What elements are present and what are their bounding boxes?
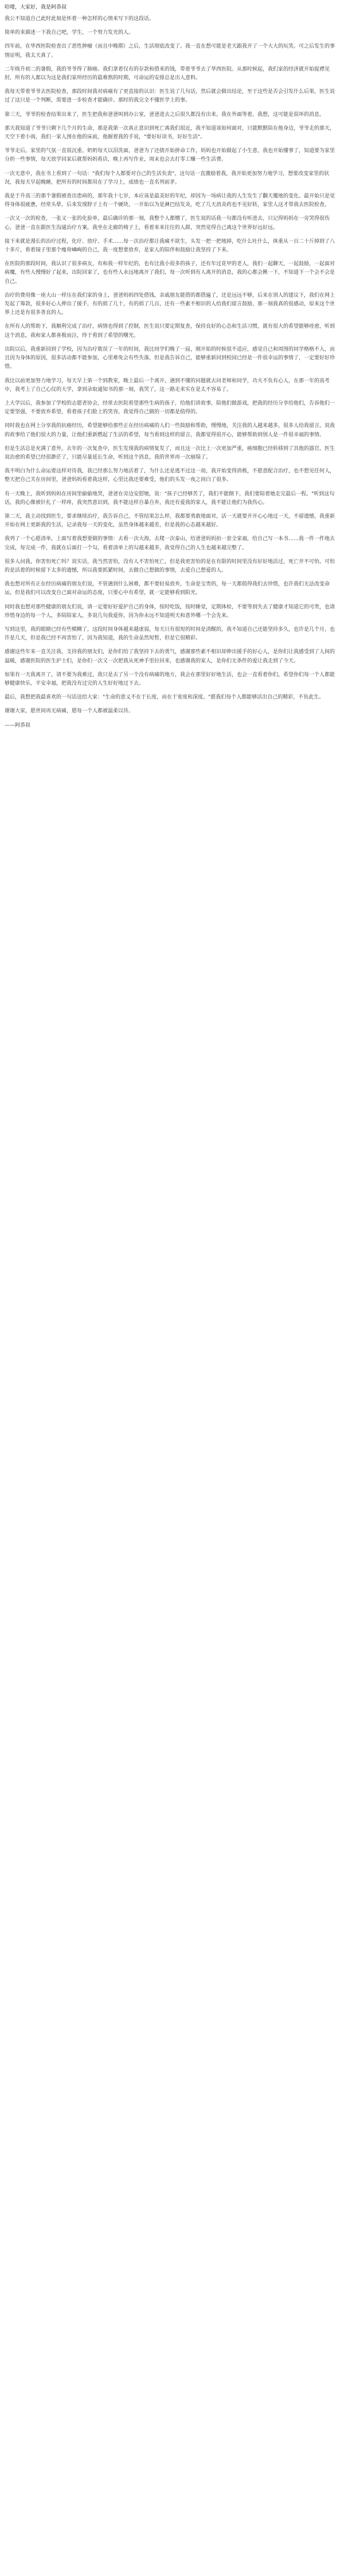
- article-paragraph: 上大学以后，我参加了学校的志愿者协会，经常去医院看望那些生病的孩子，给他们讲故事，陪他们做游戏，把我的经历分享给他们，告诉他们一定要坚强，不要放弃希望，看着孩子们脸上的笑容，我觉得自己做的一切都是值得的。: [5, 400, 335, 416]
- article-paragraph: ——阿恭叔: [5, 722, 31, 728]
- article-paragraph: 爷爷走后，家里的气氛一直很沉重。奶奶每天以泪洗面，爸爸为了还债开始拼命工作，妈妈也开始做起了小生意，我也开始懂事了，知道要为家里分担一些事情，每天放学回家后就帮妈妈看店，晚上再写作业，周末也会去打零工赚一些生活费。: [5, 148, 335, 163]
- article-paragraph: 在所有人的帮助下，我顺利完成了治疗，病情也得到了控制，医生说只要定期复查，保持良好的心态和生活习惯，就有很大的希望能够痊愈，听到这个消息，我和家人都喜极而泣，终于看到了希望的曙光。: [5, 324, 335, 339]
- article-paragraph: 我是于升高三的那个暑假被查出患病的，那年我十七岁，本应该是最美好的年纪，却因为一场病让我的人生发生了翻天覆地的变化。最开始只是觉得身体很疲惫，经常头晕，后来发现脖子上有一个硬块，一开始以为是淋巴结发炎，吃了几天消炎药也不见好转，家里人这才带我去医院检查。: [5, 193, 335, 208]
- article-paragraph: 写到这里，我的眼睛已经有些模糊了，这段时间身体越来越虚弱，每天只有很短的时间是清醒的，我不知道自己还能坚持多久，也许是几个月，也许是几天，但是我已经不再害怕了，因为我知道，我的生命虽然短暂，但是它很精彩。: [5, 626, 335, 642]
- article-paragraph: 如果有一天我离开了，请不要为我难过，我只是去了另一个没有病痛的地方，我会在那里好好地生活，也会一直看着你们，希望你们每一个人都能够健康快乐，平安幸福，把我没有过完的人生好好地过下去。: [5, 672, 335, 686]
- article-header: 哈喽，大家好，我是阿恭叔: [5, 5, 67, 10]
- article-paragraph: 四年前，在华西医院检查出了恶性肿瘤（而且中晚期）之后，生活彻底改变了。我一直在想可能是老天跟我开了一个大大的玩笑。可之后发生的事情证明，我太天真了。: [5, 44, 335, 59]
- article-paragraph: 二年级升初二的暑假，我的爷爷得了肺癌。我们拿着仅有的存款和借来的钱，带着爷爷去了华西医院。从那时候起，我们家的经济就开始捉襟见肘，所有的人都以为这是我们家所经历的最难熬的时期，可命运的安排总是出人意料。: [5, 66, 330, 82]
- article-paragraph: 那天我知道了爷爷只剩下几个月的生命，那是我第一次真正意识到死亡离我们很近，我不知道该如何面对，只能默默陪在他身边，爷爷走的那天，天空下着小雨，我们一家人围在他的床前，他握着我的手说，"要好好读书，好好生活"。: [5, 125, 335, 141]
- article-paragraph: 我不明白为什么命运要这样对待我，我已经那么努力地活着了，为什么还是逃不过这一劫，我开始变得消极，不愿意配合治疗，也不想见任何人，整天把自己关在房间里，爸爸妈妈看着我这样，心里比我还要难受，他们的头发一夜之间白了很多。: [5, 468, 335, 483]
- article-paragraph: 同时我也想对那些健康的朋友们说，请一定要好好爱护自己的身体，按时吃饭，按时睡觉，定期体检，不要等到失去了健康才知道它的可贵，也请珍惜身边的每一个人，多陪陪家人，多说几句我爱你，因为你永远不知道明天和意外哪一个会先来。: [5, 604, 335, 619]
- article-paragraph: 我也想对所有正在经历病痛的朋友们说，不管遇到什么困难，都不要轻易放弃，生命是宝贵的，每一天都值得我们去珍惜，也许我们无法改变命运，但是我们可以改变自己面对命运的态度，只要心中有希望，就一定能够看到阳光。: [5, 581, 330, 596]
- article-paragraph: 一次无意中，我在书上看到了一句话："我们每个人都要对自己的生活负责"，这句话一直激励着我，我开始更加努力地学习，想要改变家里的状况，我每天早起晚睡，把所有的时间都用在了学习上，成绩也一直名列前茅。: [5, 170, 330, 185]
- article-paragraph: 在医院的那段时间，我认识了很多病友，有和我一样年纪的，也有比我小很多的孩子，还有年过花甲的老人，我们一起聊天，一起鼓励，一起面对病魔，有些人慢慢好了起来，出院回家了，也有些人永远地离开了我们，每一次听到有人离开的消息，我的心都会揪一下，不知道下一个会不会是自己。: [5, 261, 335, 285]
- article-paragraph: 我比以前更加努力地学习，每天早上第一个到教室，晚上最后一个离开，遇到不懂的问题就去问老师和同学，功夫不负有心人，在那一年的高考中，我考上了自己心仪的大学，拿到录取通知书的那一刻，我哭了，这一路走来实在是太不容易了。: [5, 378, 330, 393]
- article-paragraph: 同时我也在网上分享我的抗癌经历，希望能够给那些正在经历病痛的人们一些鼓励和帮助，慢慢地，关注我的人越来越多，很多人给我留言，说我的故事给了他们很大的力量，让他们重新燃起了生活的希望，每当看到这样的留言，我都觉得很开心，能够帮助到别人是一件很幸福的事情。: [5, 423, 335, 438]
- article-paragraph: 我列了一个心愿清单，上面写着我想要做的事情：去看一次大海，去爬一次泰山，给爸爸妈妈拍一套全家福，给自己写一本书……我一件一件地去完成，每完成一件，我就在后面打一个勾，看着清单上的勾越来越多，我觉得自己的人生也越来越完整了。: [5, 536, 335, 551]
- article-paragraph: 治疗的费用像一座大山一样压在我们家的身上，爸爸妈妈四处借钱，亲戚朋友能借的都借遍了，还是远远不够，后来在别人的建议下，我们在网上发起了筹款，很多好心人伸出了援手，有的捐了几十，有的捐了几百，还有一些素不相识的人给我们留言鼓励，那一刻我真的很感动，原来这个世界上还是有很多善良的人。: [5, 292, 335, 316]
- article-paragraph: 但是生活总是充满了意外，去年的一次复查中，医生发现我的病情复发了，而且这一次比上一次更加严重，癌细胞已经转移到了其他的器官，医生说治愈的希望已经很渺茫了，只能尽量延长生命，听到这个消息，我的世界再一次崩塌了。: [5, 445, 335, 460]
- article-body: [5, 15, 339, 730]
- article-paragraph: 出院以后，我重新回到了学校，因为治疗耽误了一年的时间，我比同学们晚了一届，刚开始的时候很不适应，感觉自己和周围的同学格格不入，而且因为身体的原因，很多活动都不能参加，心里难免会有些失落，但是我告诉自己，能够重新回到校园已经是一件很幸运的事情了，一定要好好珍惜。: [5, 346, 335, 370]
- article-paragraph: 最后，我想把我最喜欢的一句话送给大家："生命的意义不在于长度，而在于宽度和深度。"愿我们每个人都能够活出自己的精彩，不负此生。: [5, 695, 325, 701]
- article-paragraph: 第三天，爷爷的检查结果出来了，医生把我和爸爸叫到办公室，爸爸进去之后很久都没有出来。我在外面等着，我想，这可能是很坏的消息。: [5, 111, 325, 118]
- article-paragraph: 第二天，我主动找到医生，要求继续治疗，我告诉自己，不管结果怎么样，我都要勇敢地面对，活一天就要开开心心地过一天，不留遗憾，我重新开始在网上更新我的生活，记录我每一天的变化，虽然身体越来越差，但是我的心态越来越好。: [5, 513, 335, 529]
- article-paragraph: 接下来就是漫长的治疗过程，化疗、放疗、手术……每一次治疗都让我痛不欲生，头发一把一把地掉，吃什么吐什么，体重从一百二十斤掉到了八十多斤，看着镜子里那个瘦骨嶙峋的自己，我一度想要放弃，是家人的陪伴和鼓励让我坚持了下来。: [5, 238, 335, 254]
- article-paragraph: 感谢这些年来一直关注我、支持我的朋友们，是你们给了我坚持下去的勇气，感谢那些素不相识却伸出援手的好心人，是你们让我感受到了人间的温暖，感谢医院的医生护士们，是你们一次又一次把我从死神手里拉回来，也感谢我的家人，是你们无条件的爱让我走到了今天。: [5, 649, 335, 664]
- article-paragraph: 有一天晚上，我听到妈妈在房间里偷偷地哭，爸爸在旁边安慰她，说："孩子已经够苦了，我们不能倒下，我们要陪着她走完最后一程。"听到这句话，我的心像被针扎了一样疼，我突然意识到，我不能这样自暴自弃，我还有爱我的家人，我不能让他们为我伤心。: [5, 491, 335, 506]
- article-paragraph: 一次又一次的检查，一张又一张的化验单，最后确诊的那一刻，我整个人都懵了，医生说的话我一句都没有听进去，只记得妈妈在一旁哭得很伤心，爸爸一直在跟医生沟通治疗方案，我坐在走廊的椅子上，看着来来往往的人群，突然觉得自己离这个世界好远好远。: [5, 216, 330, 231]
- article-paragraph: 谢谢大家，愿世间再无病痛，愿每一个人都被温柔以待。: [5, 708, 134, 715]
- article-paragraph: 我每天带着爷爷去医院检查，那段时间我对病痛有了更直接的认识：医生说了几句话，然后就会做出结论，至于这些是否会引发什么后果，医生说过了这只是一个判断，需要进一步检查才能确诊。那时的我完全不懂医学上的事。: [5, 89, 335, 104]
- article-paragraph: 我公不知道自己此时此刻是怀着一种怎样的心情来写下的这段话。: [5, 16, 155, 22]
- article-paragraph: 很多人问我，你害怕死亡吗？说实话，我当然害怕，没有人不害怕死亡，但是我更害怕的是在有限的时间里没有好好地活过，死亡并不可怕，可怕的是活着的时候留下太多的遗憾，所以我要抓紧时间，去做自己想做的事情，去爱自己想爱的人。: [5, 558, 335, 573]
- article-paragraph: 简单的来描述一下我自己吧，学生，一个努力发光的人。: [5, 30, 134, 36]
